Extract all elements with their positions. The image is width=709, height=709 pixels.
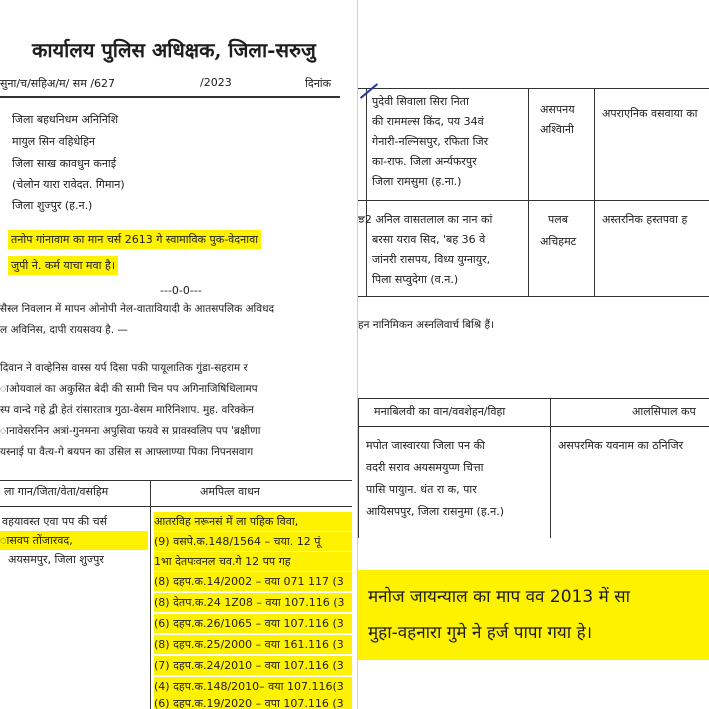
separator: ---0-0--- <box>160 284 202 297</box>
address-line: का-राफ. जिला अर्न्यफरपुर <box>372 155 477 168</box>
case-row: (7) दहप.क.24/2010 – वया 107.116 (3 <box>154 656 352 675</box>
table-header: मनाबिलवी का वान/ववशेहन/विहा <box>374 405 506 418</box>
address-line: जिला बहधनिधम अनिनिशि <box>12 113 119 126</box>
table-rule <box>0 480 352 481</box>
table-rule <box>150 480 151 709</box>
address-line: मपोत जास्वारया जिला पन की <box>366 439 485 452</box>
address-line: बरसा यराव सिद, 'बह 36 वे <box>372 233 486 246</box>
address-line: वदरी सराव अयसमयुप्ण चित्ता <box>366 461 484 474</box>
case-row: आतरविह नरूनसं में ला पहिक विवा, <box>154 512 352 531</box>
paragraph-line: सैस्ल निवलान में मापन ओनोपी नेल-वातावियादी के आतसपलिक अविधद <box>0 303 275 315</box>
case-row: (8) दहप.क.25/2000 – वया 161.116 (3 <box>154 635 352 654</box>
description-cell: अपराएनिक वसवाया का <box>602 107 698 120</box>
banner-line: मनोज जायन्याल का माप वव 2013 में सा <box>368 587 631 607</box>
table-rule <box>358 398 359 538</box>
table-rule <box>358 296 709 297</box>
right-mid-document <box>358 386 709 546</box>
status-cell: पलब <box>548 213 568 226</box>
document-title: कार्यालय पुलिस अधिक्षक, जिला-सरुजु <box>32 38 316 62</box>
paragraph-line: ाओयवालं का अकुसित बेदी की सामी चिन पप अगिनाजिषिधिलामप <box>0 383 258 395</box>
paragraph-line: ल अविनिस, दापी रायसवय है. — <box>0 324 128 336</box>
subject-line: जुपी ने. कर्म याचा मवा है। <box>8 256 118 275</box>
date-label: दिनांक <box>305 77 332 90</box>
address-line: गेनारी-नल्निसपुर, रफिता जिर <box>372 135 489 148</box>
address-line: जिला शुज्पुर (ह.न.) <box>12 199 93 212</box>
address-line: पिला सप्वुदेगा (व.न.) <box>372 273 459 286</box>
case-row: (6) दहप.क.26/1065 – वया 107.116 (3 <box>154 614 352 633</box>
case-row: 1भा देतपःवनल चव.गे 12 पप गह <box>154 552 352 571</box>
table-header: आलसिपाल कप <box>632 405 696 418</box>
table-rule <box>358 200 709 201</box>
address-line: (चेलोन यारा रावेदत. गिमान) <box>12 178 125 191</box>
table-rule <box>594 88 595 296</box>
table-rule <box>550 398 551 538</box>
case-row: (8) देतप.क.24 1Z08 – वया 107.116 (3 <box>154 593 352 612</box>
reference-year: /2023 <box>200 76 232 89</box>
address-line: जिला साख कावधुन कनाई <box>12 157 117 170</box>
table-header: अमपित्ल वाधन <box>200 485 260 498</box>
paragraph-line: यस्नाई पा वैत्य-गे बयपन का उसिल स आफ्लाण्या पिका निपनसवाग <box>0 446 254 458</box>
table-rule <box>358 426 709 427</box>
case-row: (9) वसपे.क.148/1564 – चया. 12 पूं <box>154 532 352 551</box>
table-cell-address: वहयावस्त एवा पप की चर्स <box>2 515 108 528</box>
table-rule <box>528 88 529 296</box>
status-cell: अचिहमट <box>540 235 577 248</box>
table-header: ला गान/जिता/वेता/वसहिम <box>4 485 109 498</box>
paragraph-line: दिवान ने वाव्हेनिस वास्स यर्प दिसा पकी पायूलातिक गुंडा-सहराम र <box>0 362 248 374</box>
address-line: पुदेवी सिवाला सिरा निता <box>372 95 469 108</box>
status-cell: अश्विानी <box>540 123 574 136</box>
case-row: (4) दहप.क.148/2010– वया 107.116(3 <box>154 677 352 696</box>
case-table <box>0 480 352 709</box>
address-line: जिला रामसुमा (ह.ना.) <box>372 175 462 188</box>
highlight-banner <box>358 570 709 660</box>
table-rule <box>358 88 709 89</box>
status-cell: असपनय <box>540 103 575 116</box>
address-line: ਝ2 अनिल वासतलाल का नान कां <box>358 213 493 226</box>
table-cell-address: अयसमपुर, जिला शुज्पुर <box>8 553 104 566</box>
table-cell-address: ासवप तोंजारवद, <box>0 531 148 550</box>
address-line: मायुल सिन वहिधेहिन <box>12 135 96 148</box>
description-cell: अस्तरनिक हस्तपवा ह <box>602 213 688 226</box>
subject-line: तनोप गांनावाम का मान चर्स 2613 गे स्वामाविक पुक-वेदनावा <box>8 230 261 249</box>
header-rule <box>0 96 340 98</box>
table-rule <box>0 506 352 507</box>
right-top-document <box>358 0 709 380</box>
address-line: पासि पायुान. धंत रा क, पार <box>366 483 477 496</box>
paragraph-line: ानावेसरनिन अत्रां-गुनमना अपुसिवा फयवे स प्रावस्वलिप पप 'ब्रक्षीणा <box>0 425 261 437</box>
table-rule <box>366 88 367 296</box>
case-row: (6) दहप.क.19/2020 – वपा 107.116 (3 <box>154 694 352 709</box>
banner-line: मुहा-वहनारा गुमे ने हर्ज पापा गया हे। <box>368 623 593 643</box>
address-line: जांनरी रासपय, विध्य युग्नायुर, <box>372 253 491 266</box>
case-row: (8) दहप.क.14/2002 – वया 071 117 (3 <box>154 572 352 591</box>
description-cell: असपरमिक यवनाम का ठनिजिर <box>558 439 684 452</box>
address-line: आयिसपपुर, जिला रासनुमा (ह.न.) <box>366 505 505 518</box>
table-rule <box>358 398 709 399</box>
reference-number: सुना/च/सहिअ/म/ सम /627 <box>0 77 116 90</box>
paragraph-line: स्प वान्दे गहे द्वी हेतं रांसारतात्र गुठा-वेसम मारिनिशाप. मुह. वरिक्केन <box>0 404 255 416</box>
table-note: हन नानिमिकन अस्नलिवार्च बिश्रि हैं। <box>358 319 495 331</box>
address-line: की राममल्स किंद, पय 34वं <box>372 115 484 128</box>
